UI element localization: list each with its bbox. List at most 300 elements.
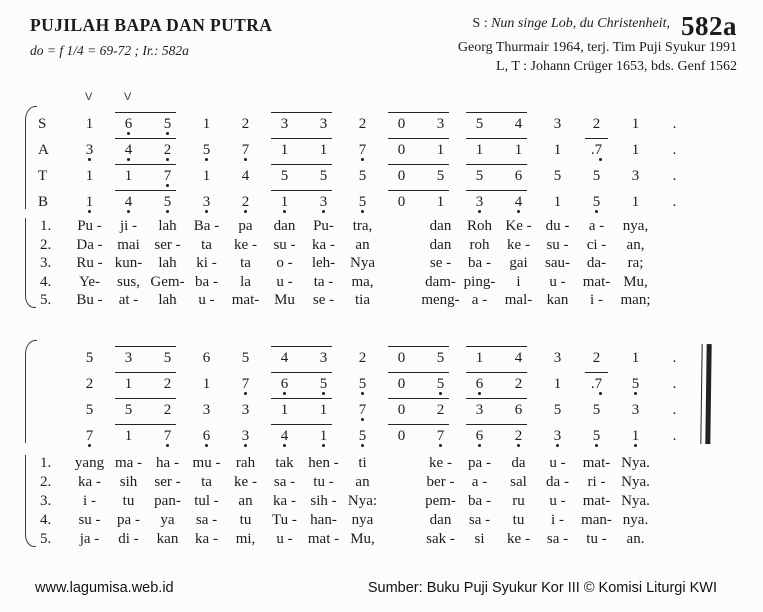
- note-group: [70, 368, 109, 394]
- page-header: [0, 0, 763, 76]
- note-group: [70, 134, 109, 160]
- lyric-verse-number: 1.: [40, 218, 52, 234]
- voice-row: [30, 368, 763, 394]
- note: 7: [343, 141, 382, 160]
- note-group: [538, 134, 577, 160]
- note: 5: [436, 349, 445, 366]
- note: 1: [202, 168, 211, 184]
- note: 3: [553, 349, 562, 366]
- note-group: [265, 368, 343, 394]
- lyric-syllable: ka -: [78, 473, 101, 490]
- note: 5: [148, 115, 187, 134]
- note: 5: [85, 349, 94, 366]
- note: 1: [124, 427, 133, 444]
- note-group: [460, 186, 538, 212]
- sustain-dot: .: [672, 194, 677, 210]
- lyric-syllable: dan: [273, 218, 296, 234]
- lyric-syllable: [382, 530, 421, 549]
- lyric-syllable: tu -: [586, 530, 607, 547]
- lyric-row: [30, 511, 763, 530]
- lyric-syllable: ma,: [351, 273, 374, 290]
- lyric-verse-number: 3.: [40, 492, 52, 509]
- note: 5: [280, 168, 289, 184]
- note-group: [70, 108, 109, 134]
- note: 5: [85, 401, 94, 418]
- lyric-syllable: tu: [122, 492, 135, 509]
- lyric-syllable: pa -: [468, 454, 491, 471]
- note: 5: [577, 427, 616, 446]
- note-group: [226, 420, 265, 446]
- note-group: [226, 134, 265, 160]
- header-right: [457, 11, 737, 76]
- note: 6: [202, 349, 211, 366]
- lyric-syllable: lah: [158, 292, 177, 309]
- lyric-syllable: u -: [549, 454, 566, 471]
- voice-row: [30, 134, 763, 160]
- note: 5: [553, 401, 562, 418]
- breath-mark-icon: V: [124, 91, 132, 103]
- note: 4: [514, 116, 523, 132]
- note: 3: [202, 401, 211, 418]
- lyric-syllable: Nya:: [347, 492, 378, 509]
- note-group: [109, 108, 187, 134]
- note-group: [265, 394, 343, 420]
- note-group: [226, 160, 265, 186]
- lyric-syllable: rah: [235, 454, 256, 471]
- note: 6: [187, 427, 226, 446]
- note: 2: [592, 349, 601, 366]
- note-group: [109, 368, 187, 394]
- lyric-syllable: Pu-: [313, 218, 334, 234]
- system-brace-icon: [25, 106, 37, 209]
- lyric-syllable: ji -: [119, 218, 138, 234]
- lyric-syllable: da: [511, 454, 526, 471]
- voice-label: S: [38, 116, 47, 132]
- lyric-syllable: ru: [512, 492, 525, 509]
- sustain-dot: .: [672, 375, 677, 392]
- note: 5: [553, 168, 562, 184]
- lyric-syllable: mi,: [235, 530, 256, 547]
- note-group: [343, 420, 382, 446]
- note-group: [343, 134, 382, 160]
- lyric-syllable: pa -: [117, 511, 140, 528]
- note-group: [655, 368, 694, 394]
- note: 1: [70, 193, 109, 212]
- lyric-verse-number: 2.: [40, 473, 52, 490]
- note-group: [70, 186, 109, 212]
- lyric-syllable: kan: [156, 530, 179, 547]
- music-system: [30, 336, 763, 549]
- note: 1: [436, 194, 445, 210]
- note-group: [538, 420, 577, 446]
- note: 5: [187, 141, 226, 160]
- lyric-syllable: ba -: [468, 492, 491, 509]
- note: 4: [109, 193, 148, 212]
- note: 1: [85, 116, 94, 132]
- lyric-syllable: [655, 217, 694, 236]
- note: 3: [226, 427, 265, 446]
- note: 0: [397, 194, 406, 210]
- lyric-syllable: sal: [510, 473, 527, 490]
- note-group: [265, 160, 343, 186]
- note: 7: [421, 427, 460, 446]
- source-credit: Sumber: Buku Puji Syukur Kor III © Komisi Liturgi KWI: [367, 580, 717, 596]
- lyric-syllable: leh-: [311, 255, 336, 272]
- lyric-syllable: nya: [351, 511, 374, 528]
- note: 1: [202, 375, 211, 392]
- note: 7: [148, 427, 187, 446]
- note: 6: [460, 427, 499, 446]
- music-system: [30, 90, 763, 310]
- lyric-syllable: an: [238, 492, 253, 509]
- note: 5: [319, 168, 328, 184]
- lyric-syllable: mat-: [582, 273, 611, 290]
- lyric-verse-number: 4.: [40, 273, 52, 290]
- note: 1: [631, 116, 640, 132]
- note: 4: [280, 349, 289, 366]
- lyric-syllable: ta: [201, 236, 212, 253]
- system-brace-icon: [25, 340, 37, 443]
- lyric-syllable: u -: [276, 273, 293, 290]
- note-group: [187, 160, 226, 186]
- lyric-syllable: nya.: [622, 511, 649, 528]
- lyric-syllable: [382, 492, 421, 511]
- note: 4: [514, 349, 523, 366]
- note-group: [616, 134, 655, 160]
- sustain-dot: .: [672, 427, 677, 444]
- lyric-syllable: i -: [83, 492, 96, 509]
- lyric-syllable: tu: [239, 511, 252, 528]
- lyric-syllable: la: [240, 273, 251, 290]
- original-title: Nun singe Lob, du Christenheit,: [491, 16, 670, 31]
- note: 5: [343, 193, 382, 212]
- note: 6: [514, 401, 523, 418]
- lyric-syllable: di -: [118, 530, 139, 547]
- note: 2: [163, 401, 172, 418]
- lyric-syllable: du -: [545, 218, 570, 234]
- note: 3: [553, 116, 562, 132]
- lyric-syllable: Mu,: [623, 273, 648, 290]
- note: 3: [475, 401, 484, 418]
- note: 1: [553, 142, 562, 158]
- note: .7: [577, 375, 616, 394]
- note-group: [382, 420, 460, 446]
- lyric-row: [30, 217, 763, 236]
- lyric-syllable: han-: [310, 511, 337, 528]
- note: 7: [226, 141, 265, 160]
- note: 0: [397, 375, 406, 392]
- note-group: [577, 420, 616, 446]
- credit-line-1: Georg Thurmair 1964, terj. Tim Puji Syukur 1991: [457, 40, 737, 55]
- note: 3: [319, 116, 328, 132]
- lyric-syllable: an: [355, 236, 370, 253]
- note-group: [226, 368, 265, 394]
- note: .7: [577, 141, 616, 160]
- note-group: [226, 394, 265, 420]
- note: 5: [436, 168, 445, 184]
- note: 6: [109, 115, 148, 134]
- lyric-row: [30, 492, 763, 511]
- note-group: [343, 342, 382, 368]
- lyric-syllable: ki -: [196, 255, 217, 272]
- note-group: [577, 368, 616, 394]
- voice-row: [30, 420, 763, 446]
- note: 2: [358, 349, 367, 366]
- lyric-syllable: Nya.: [621, 454, 650, 471]
- note: 3: [187, 193, 226, 212]
- note: 5: [592, 401, 601, 418]
- lyric-syllable: ta: [240, 255, 251, 272]
- lyric-syllable: i -: [551, 511, 564, 528]
- note-group: [265, 342, 343, 368]
- lyric-verse-number: 3.: [40, 255, 52, 272]
- note-group: [616, 368, 655, 394]
- note-group: [109, 420, 187, 446]
- note: 5: [241, 349, 250, 366]
- note-group: [655, 160, 694, 186]
- lyric-syllable: [655, 236, 694, 255]
- note-group: [343, 108, 382, 134]
- lyric-syllable: ba -: [468, 255, 491, 272]
- note: 2: [241, 116, 250, 132]
- note-group: [343, 186, 382, 212]
- note-group: [655, 420, 694, 446]
- note-group: [187, 134, 226, 160]
- lyric-syllable: tu: [512, 511, 525, 528]
- note: 5: [577, 193, 616, 212]
- lyric-syllable: u -: [549, 273, 566, 290]
- note-group: [538, 342, 577, 368]
- header-left: [30, 14, 272, 76]
- lyrics-bracket-icon: [25, 455, 36, 547]
- lyric-syllable: ke -: [234, 236, 257, 253]
- sustain-dot: .: [672, 116, 677, 132]
- lyric-syllable: ser -: [154, 473, 181, 490]
- page-title: PUJILAH BAPA DAN PUTRA: [30, 15, 273, 35]
- lyric-syllable: ka -: [273, 492, 296, 509]
- lyric-syllable: sak -: [426, 530, 455, 547]
- lyric-syllable: [655, 291, 694, 310]
- voice-row: [30, 394, 763, 420]
- lyric-syllable: ti: [358, 454, 367, 471]
- lyric-syllable: Pu -: [77, 218, 102, 234]
- note-group: [382, 134, 460, 160]
- note: 1: [631, 349, 640, 366]
- lyric-syllable: hen -: [308, 454, 339, 471]
- lyric-syllable: mat-: [231, 292, 260, 309]
- note-group: [187, 108, 226, 134]
- lyric-syllable: [382, 254, 421, 273]
- note: 2: [499, 427, 538, 446]
- lyric-syllable: ke -: [429, 454, 452, 471]
- note: 2: [592, 116, 601, 132]
- note-group: [538, 368, 577, 394]
- note-group: [70, 394, 109, 420]
- lyric-verse-number: 5.: [40, 530, 52, 547]
- note: 1: [124, 168, 133, 184]
- note: 1: [553, 194, 562, 210]
- note: 5: [421, 375, 460, 394]
- note: 2: [148, 141, 187, 160]
- note-group: [577, 134, 616, 160]
- note-group: [265, 134, 343, 160]
- lyric-syllable: an,: [626, 236, 645, 253]
- lyric-syllable: an: [355, 473, 370, 490]
- lyric-syllable: kun-: [114, 255, 143, 272]
- lyric-syllable: ta: [201, 473, 212, 490]
- lyric-syllable: o -: [276, 255, 293, 272]
- lyric-syllable: mat-: [582, 492, 611, 509]
- note: 5: [358, 168, 367, 184]
- lyric-syllable: yang: [74, 454, 105, 471]
- lyric-syllable: ha -: [156, 454, 179, 471]
- lyric-syllable: mat-: [582, 454, 611, 471]
- note-group: [265, 108, 343, 134]
- note-group: [382, 108, 460, 134]
- lyric-syllable: ser -: [154, 236, 181, 253]
- note: 2: [436, 401, 445, 418]
- note-group: [382, 160, 460, 186]
- lyric-verse-number: 4.: [40, 511, 52, 528]
- note: 3: [631, 168, 640, 184]
- note: 1: [514, 142, 523, 158]
- note-group: [109, 134, 187, 160]
- lyric-syllable: mu -: [192, 454, 221, 471]
- original-title-prefix: S :: [472, 16, 492, 31]
- note-group: [187, 394, 226, 420]
- lyrics-block: [30, 217, 763, 310]
- lyric-syllable: pan-: [154, 492, 181, 509]
- lyric-syllable: tak: [275, 454, 294, 471]
- note: 5: [475, 168, 484, 184]
- note-group: [382, 342, 460, 368]
- lyric-syllable: ka -: [312, 236, 335, 253]
- lyric-syllable: ber -: [426, 473, 455, 490]
- lyric-syllable: tul -: [194, 492, 219, 509]
- note-group: [265, 186, 343, 212]
- hymn-number-row: [458, 11, 737, 41]
- note: 5: [163, 349, 172, 366]
- note: 5: [616, 375, 655, 394]
- lyric-syllable: gai: [509, 255, 528, 272]
- note: 0: [397, 349, 406, 366]
- note: 3: [436, 116, 445, 132]
- lyric-syllable: lah: [158, 255, 177, 272]
- note-group: [577, 108, 616, 134]
- note: 3: [241, 401, 250, 418]
- note-group: [460, 134, 538, 160]
- lyric-syllable: Nya.: [621, 473, 650, 490]
- lyric-syllable: si: [474, 530, 485, 547]
- note: 5: [343, 427, 382, 446]
- note: 5: [592, 168, 601, 184]
- note-group: [538, 108, 577, 134]
- lyric-syllable: Da -: [76, 236, 103, 253]
- lyric-syllable: ma -: [114, 454, 143, 471]
- note-group: [460, 420, 538, 446]
- sustain-dot: .: [672, 142, 677, 158]
- lyric-syllable: Tu -: [272, 511, 297, 528]
- lyric-syllable: sih: [119, 473, 138, 490]
- lyric-verse-number: 1.: [40, 454, 52, 471]
- note: 3: [460, 193, 499, 212]
- note-group: [538, 160, 577, 186]
- lyric-syllable: nya,: [622, 218, 649, 234]
- note-group: [460, 368, 538, 394]
- lyric-syllable: lah: [158, 218, 177, 234]
- lyric-syllable: tia: [355, 292, 370, 309]
- note-group: [343, 368, 382, 394]
- note: 3: [538, 427, 577, 446]
- lyric-syllable: [655, 254, 694, 273]
- sustain-dot: .: [672, 349, 677, 366]
- note-group: [577, 186, 616, 212]
- note-group: [343, 394, 382, 420]
- lyric-syllable: ja -: [79, 530, 100, 547]
- note: 3: [631, 401, 640, 418]
- note: 3: [304, 193, 343, 212]
- note-group: [655, 394, 694, 420]
- voice-label: T: [38, 168, 48, 184]
- note-group: [343, 160, 382, 186]
- note-group: [460, 394, 538, 420]
- note: 1: [616, 427, 655, 446]
- lyric-syllable: su -: [273, 236, 296, 253]
- lyric-syllable: i -: [590, 292, 603, 309]
- note: 6: [265, 375, 304, 394]
- lyric-syllable: ya: [160, 511, 175, 528]
- lyric-syllable: Gem-: [150, 273, 185, 290]
- lyric-syllable: mai: [117, 236, 140, 253]
- lyrics-block: [30, 454, 763, 549]
- lyric-syllable: Ye-: [79, 273, 100, 290]
- note: 1: [631, 194, 640, 210]
- note-group: [109, 186, 187, 212]
- note: 1: [319, 401, 328, 418]
- lyric-syllable: ta -: [313, 273, 334, 290]
- lyric-syllable: ri -: [587, 473, 606, 490]
- note: 0: [397, 116, 406, 132]
- note: 1: [280, 401, 289, 418]
- note: 2: [358, 116, 367, 132]
- note: 7: [148, 167, 187, 186]
- note-group: [109, 342, 187, 368]
- lyric-syllable: Nya: [350, 255, 375, 272]
- note: 4: [109, 141, 148, 160]
- note: 1: [202, 116, 211, 132]
- lyric-syllable: man;: [620, 292, 651, 309]
- original-title-line: [472, 14, 670, 33]
- note: 7: [343, 401, 382, 420]
- credit-line-2: L, T : Johann Crüger 1653, bds. Genf 1562: [496, 59, 737, 74]
- note-group: [538, 186, 577, 212]
- note: 4: [265, 427, 304, 446]
- note-group: [616, 108, 655, 134]
- music-score: [30, 90, 763, 549]
- note: 4: [499, 193, 538, 212]
- lyric-verse-number: 5.: [40, 292, 52, 309]
- voice-row: [30, 108, 763, 134]
- note: 1: [436, 142, 445, 158]
- lyric-syllable: [382, 291, 421, 310]
- note: 3: [280, 116, 289, 132]
- lyric-syllable: i: [516, 273, 521, 290]
- voice-row: [30, 160, 763, 186]
- lyric-syllable: ra;: [627, 255, 644, 272]
- lyric-syllable: Nya.: [621, 492, 650, 509]
- note: 5: [343, 375, 382, 394]
- note-group: [655, 108, 694, 134]
